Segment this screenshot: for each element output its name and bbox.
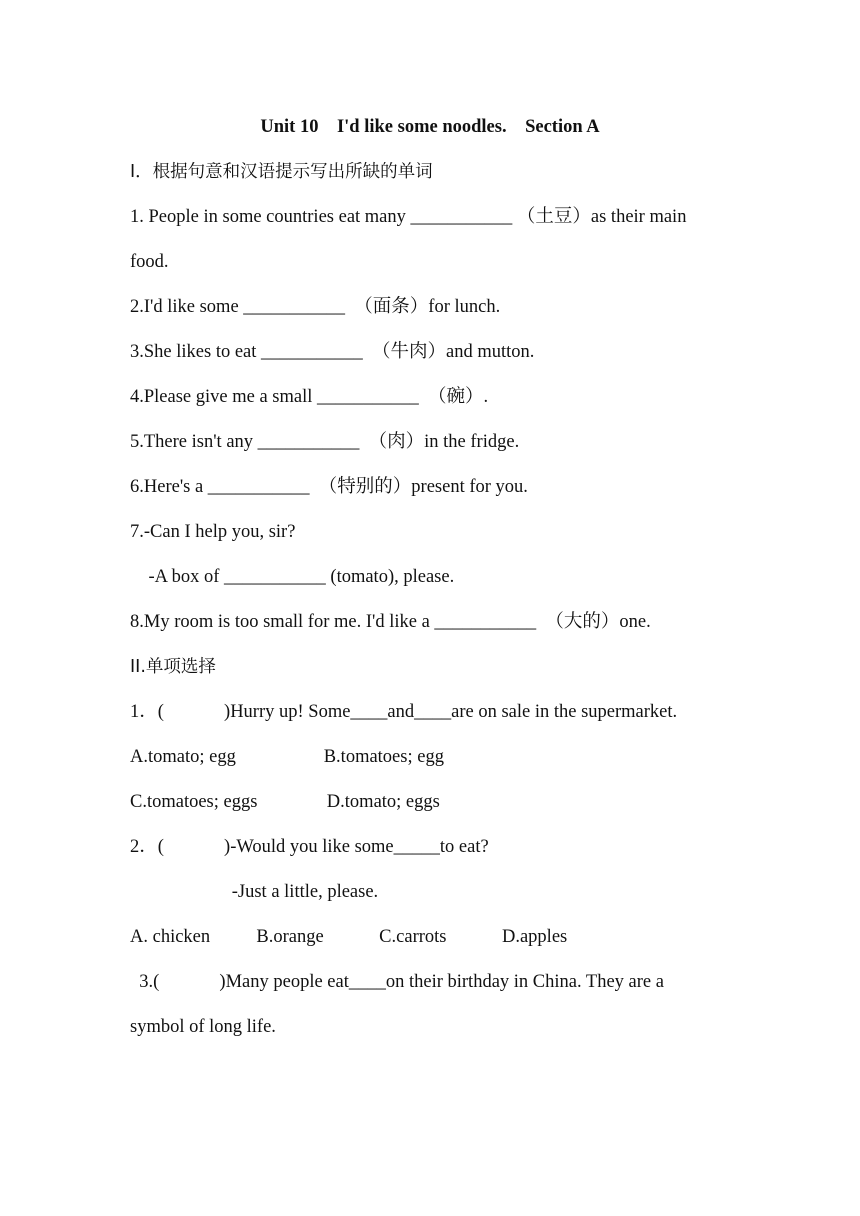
exercise-8: 8.My room is too small for me. I'd like a ___________ （大的）one.	[130, 612, 651, 632]
choice-3-question-cont: symbol of long life.	[130, 1017, 276, 1037]
page-title: Unit 10 I'd like some noodles. Section A	[260, 117, 600, 137]
exercise-7-answer: -A box of ___________ (tomato), please.	[130, 567, 455, 587]
exercise-7-question: 7.-Can I help you, sir?	[130, 522, 296, 542]
choice-1-question: 1．( )Hurry up! Some____and____are on sale in the supermarket.	[130, 702, 678, 722]
choice-2-reply: -Just a little, please.	[130, 882, 379, 902]
choice-2-question: 2．( )-Would you like some_____to eat?	[130, 837, 489, 857]
exercise-4: 4.Please give me a small ___________ （碗）.	[130, 387, 489, 407]
exercise-2: 2.I'd like some ___________ （面条）for lunch.	[130, 297, 501, 317]
choice-1-options-cd: C.tomatoes; eggs D.tomato; eggs	[130, 792, 440, 812]
section-1-heading: I．根据句意和汉语提示写出所缺的单词	[130, 162, 433, 182]
section-2-heading: II.单项选择	[130, 657, 216, 677]
exercise-1-line-1: 1. People in some countries eat many ___________ （土豆）as their main	[130, 207, 687, 227]
exercise-6: 6.Here's a ___________ （特别的）present for you.	[130, 477, 528, 497]
choice-3-question: 3.( )Many people eat____on their birthday in China. They are a	[130, 972, 664, 992]
exercise-5: 5.There isn't any ___________ （肉）in the fridge.	[130, 432, 520, 452]
choice-2-options: A. chicken B.orange C.carrots D.apples	[130, 927, 568, 947]
exercise-3: 3.She likes to eat ___________ （牛肉）and mutton.	[130, 342, 535, 362]
exercise-1-line-2: food.	[130, 252, 169, 272]
choice-1-options-ab: A.tomato; egg B.tomatoes; egg	[130, 747, 444, 767]
